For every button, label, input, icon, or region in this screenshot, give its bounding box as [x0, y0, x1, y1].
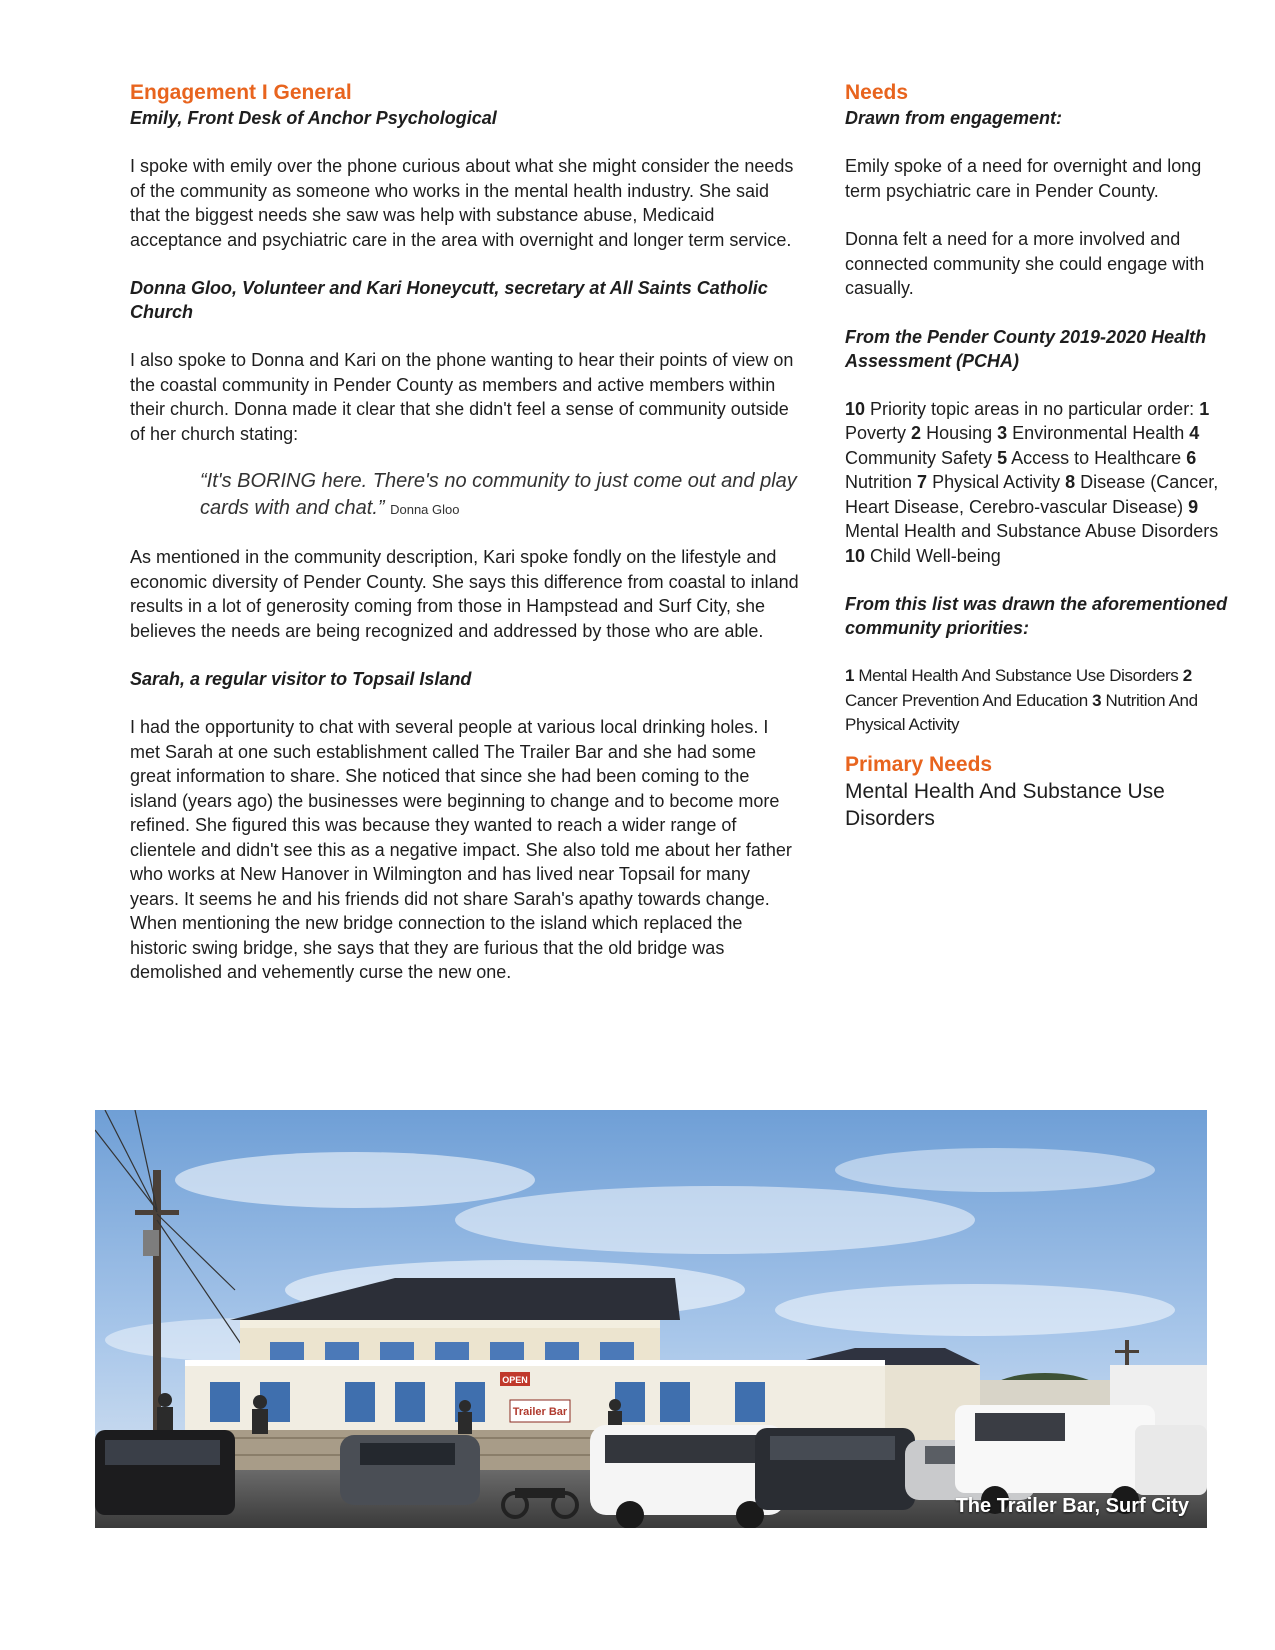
priority-topics — [845, 397, 1230, 569]
item-number: 2 — [1182, 666, 1192, 685]
photo-illustration — [95, 1110, 1207, 1528]
item-number: 3 — [1092, 690, 1102, 710]
item-number: 10 — [845, 545, 866, 566]
item-label: Nutrition And Physical Activity — [845, 690, 1198, 734]
item-label: Disease (Cancer, Heart Disease, Cerebro-vascular Disease) — [845, 472, 1219, 517]
engagement-title: Engagement I General — [130, 81, 352, 104]
item-number: 1 — [1199, 398, 1210, 419]
item-label: Poverty — [845, 423, 907, 443]
donna-need: Donna felt a need for a more involved and connected community she could engage with casually. — [845, 229, 1205, 298]
item-number: 6 — [1186, 447, 1197, 468]
needs-column — [845, 80, 1230, 832]
item-label: Cancer Prevention And Education — [845, 690, 1088, 710]
item-label: Mental Health and Substance Abuse Disorders — [845, 521, 1219, 541]
item-number: 8 — [1065, 472, 1076, 492]
engagement-column — [130, 80, 800, 985]
item-number: 5 — [997, 447, 1008, 468]
emily-need: Emily spoke of a need for overnight and long term psychiatric care in Pender County. — [845, 156, 1202, 201]
donna-subheading: Donna Gloo, Volunteer and Kari Honeycutt, secretary at All Saints Catholic Church — [130, 278, 768, 322]
item-label: Housing — [926, 423, 993, 443]
item-label: Community Safety — [845, 447, 993, 468]
item-number: 2 — [911, 423, 922, 443]
sarah-subheading: Sarah, a regular visitor to Topsail Island — [130, 669, 472, 689]
priority-count: 10 — [845, 398, 866, 419]
sarah-paragraph: I had the opportunity to chat with several people at various local drinking holes. I met Sarah at one such establishment called The Trailer Bar and she had some great information to share. She noticed that since she had been coming to the island (years ago) the businesses were beginning to change and to become more refined. She figured this was because they wanted to reach a wider range of clientele and didn't see this as a negative impact. She also told me about her father who works at New Hanover in Wilmington and has lived near Topsail for many years. It seems he and his friends did not share Sarah's apathy towards change. When mentioning the new bridge connection to the island which replaced the historic swing bridge, she says that they are furious that the old bridge was demolished and vehemently curse the new one. — [130, 717, 792, 982]
drawn-subheading: From this list was drawn the aforementioned community priorities: — [845, 594, 1228, 638]
needs-title: Needs — [845, 81, 909, 104]
kari-paragraph: As mentioned in the community description, Kari spoke fondly on the lifestyle and economic diversity of Pender County. She says this difference from coastal to inland results in a lot of generosity coming from those in Hampstead and Surf City, she believes the needs are being recognized and addressed by those who are able. — [130, 547, 799, 641]
item-label: Mental Health And Substance Use Disorders — [858, 666, 1179, 685]
emily-subheading: Emily, Front Desk of Anchor Psychological — [130, 108, 497, 128]
item-number: 3 — [997, 423, 1008, 443]
needs-subheading: Drawn from engagement: — [845, 108, 1063, 128]
quote-citation: Donna Gloo — [390, 502, 460, 517]
trailer-bar-sign: Trailer Bar — [512, 1406, 568, 1418]
emily-paragraph: I spoke with emily over the phone curious about what she might consider the needs of the community as someone who works in the mental health industry. She said that the biggest needs she saw was help with substance abuse, Medicaid acceptance and psychiatric care in the area with overnight and longer term service. — [130, 156, 794, 250]
pcha-subheading: From the Pender County 2019-2020 Health Assessment (PCHA) — [845, 326, 1207, 371]
primary-needs-text: Mental Health And Substance Use Disorders — [845, 779, 1165, 830]
item-label: Physical Activity — [932, 472, 1061, 492]
trailer-bar-photo — [95, 1110, 1207, 1528]
item-number: 1 — [845, 666, 855, 685]
topics-list — [845, 399, 1218, 566]
donna-paragraph: I also spoke to Donna and Kari on the phone wanting to hear their points of view on the coastal community in Pender County as members and active members within their church. Donna made it clear that she didn't feel a sense of community outside of her church stating: — [130, 350, 794, 444]
item-label: Child Well-being — [870, 545, 1001, 566]
photo-caption: The Trailer Bar, Surf City — [955, 1495, 1189, 1517]
priority-intro: Priority topic areas in no particular order: — [870, 398, 1195, 419]
quote-text: “It's BORING here. There's no community to just come out and play cards with and chat.” — [200, 470, 797, 519]
item-number: 9 — [1188, 496, 1199, 517]
item-label: Environmental Health — [1012, 423, 1185, 443]
open-sign: OPEN — [502, 1375, 528, 1385]
community-priorities — [845, 664, 1230, 738]
item-number: 7 — [917, 472, 928, 492]
primary-needs-title: Primary Needs — [845, 752, 993, 776]
item-label: Nutrition — [845, 472, 913, 492]
item-number: 4 — [1189, 423, 1200, 443]
donna-quote — [200, 468, 800, 523]
item-label: Access to Healthcare — [1011, 447, 1182, 468]
